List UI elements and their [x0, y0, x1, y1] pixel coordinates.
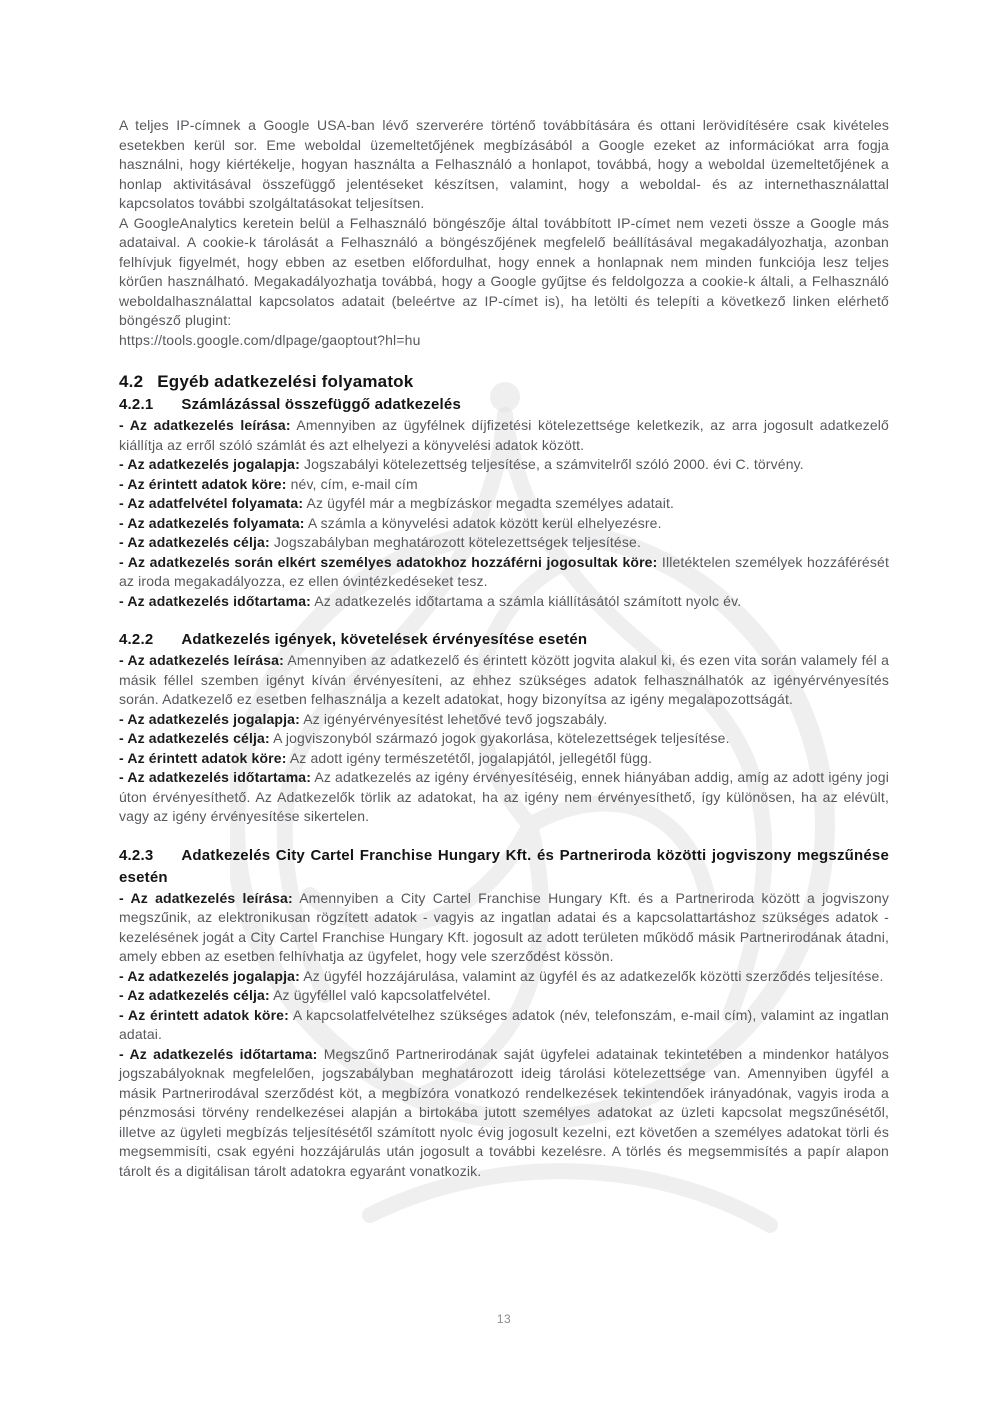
subsection-title: Adatkezelés igények, követelések érvényesítése esetén: [181, 631, 588, 648]
item-text: Az ügyféllel való kapcsolatfelvétel.: [273, 987, 491, 1003]
item-label: - Az adatkezelés jogalapja:: [119, 456, 300, 472]
item-label: - Az adatkezelés folyamata:: [119, 514, 305, 531]
item-label: - Az adatkezelés leírása:: [119, 889, 293, 906]
page-number: 13: [496, 1312, 512, 1326]
policy-item: [119, 514, 889, 534]
policy-item: [119, 710, 889, 730]
policy-item: [119, 889, 889, 967]
intro-paragraph-2: [119, 214, 889, 351]
item-label: - Az adatkezelés leírása:: [119, 652, 284, 668]
item-label: - Az adatkezelés jogalapja:: [119, 967, 300, 984]
policy-item: [119, 749, 889, 769]
section-number: 4.2: [119, 372, 144, 391]
policy-item: [119, 416, 889, 455]
item-text: Az adott igény természetétől, jogalapjától, jellegétől függ.: [289, 749, 653, 766]
item-label: - Az adatkezelés időtartama:: [119, 769, 312, 785]
intro-paragraph-1: A teljes IP-címnek a Google USA-ban lévő szerverére történő továbbítására és ottani lerövidítésére csak kivételes esetekben kerül sor. Eme weboldal üzemeltetőjének megbízásából a Google ezeket az információkat arra fogja használni, hogy kiértékelje, hogyan használta a Felhasználó a honlapot, továbbá, hogy a weboldal üzemeltetőjének a honlap aktivitásával összefüggő jelentéseket készítsen, valamint, hogy a weboldal- és az internethasználattal kapcsolatos további szolgáltatásokat teljesítsen.: [119, 117, 889, 211]
section-title: Egyéb adatkezelési folyamatok: [157, 372, 414, 391]
policy-item: [119, 475, 889, 495]
subsection-heading-4-2-3: [119, 845, 889, 889]
item-label: - Az adatkezelés célja:: [119, 987, 270, 1003]
policy-item: [119, 533, 889, 553]
item-text: Az ügyfél már a megbízáskor megadta személyes adatait.: [306, 495, 675, 511]
subsection-number: 4.2.3: [119, 846, 154, 864]
section-heading-4-2: [119, 370, 889, 394]
subsection-title: Adatkezelés City Cartel Franchise Hungary Kft. és Partneriroda közötti jogviszony megszűnése esetén: [119, 846, 889, 886]
subsection-heading-4-2-1: [119, 394, 889, 416]
gaoptout-link[interactable]: https://tools.google.com/dlpage/gaoptout?hl=hu: [119, 331, 421, 348]
subsection-heading-4-2-2: [119, 629, 889, 651]
policy-item: [119, 768, 889, 827]
policy-item: [119, 553, 889, 592]
policy-item: [119, 1045, 889, 1182]
item-text: Amennyiben az adatkezelő és érintett között jogvita alakul ki, és ezen vita során valamely fél a másik féllel szemben igényt kíván érvényesíteni, az ehhez szükséges adatok felhasználhatók az igényérvényesítés során. Adatkezelő ez esetben felhasználja a kezelt adatokat, hogy bizonyítsa az igény megalapozottságát.: [119, 652, 890, 707]
intro-paragraph-2-text: A GoogleAnalytics keretein belül a Felhasználó böngészője által továbbított IP-címet nem vezeti össze a Google más adataival. A cookie-k tárolását a Felhasználó a böngészőjének megfelelő beállításával megakadályozhatja, azonban felhívjuk figyelmét, hogy ebben az esetben előfordulhat, hogy ennek a honlapnak nem minden funkciója lesz teljes körűen használható. Megakadályozhatja továbbá, hogy a Google gyűjtse és feldolgozza a cookie-k általi, a Felhasználó weboldalhasználattal kapcsolatos adatait (beleértve az IP-címet is), ha letölti és telepíti a következő linken elérhető böngésző plugint:: [119, 214, 889, 328]
policy-item: [119, 455, 889, 475]
policy-item: [119, 494, 889, 514]
item-text: Jogszabályi kötelezettség teljesítése, a számvitelről szóló 2000. évi C. törvény.: [303, 456, 804, 472]
policy-item: [119, 967, 889, 987]
subsection-title: Számlázással összefüggő adatkezelés: [181, 396, 461, 413]
item-text: Amennyiben az ügyfélnek díjfizetési kötelezettsége keletkezik, az arra jogosult adatkezelő kiállítja az erről szóló számlát és azt elhelyezi a könyvelési adatok között.: [119, 417, 889, 453]
subsection-number: 4.2.2: [119, 631, 154, 648]
policy-item: [119, 729, 889, 749]
subsection-number: 4.2.1: [119, 396, 154, 413]
policy-item: [119, 986, 889, 1006]
item-label: - Az érintett adatok köre:: [119, 475, 287, 492]
item-text: A jogviszonyból származó jogok gyakorlása, kötelezettségek teljesítése.: [273, 730, 730, 746]
item-text: Megszűnő Partnerirodának saját ügyfelei adatainak tekintetében a mindenkor hatályos jogszabályoknak megfelelően, jogszabályban meghatározott ideig tárolási kötelezettsége van. Amennyiben ügyfél a másik Partnerirodával szerződést köt, a megbízóra vonatkozó rendelkezések tekintendőek irányadónak, vagyis iroda a pénzmosási törvény rendelkezései alapján a birtokába jutott személyes adatokat az üzleti kapcsolat megszűnésétől, illetve az ügyleti megbízás teljesítésétől számított nyolc évig jogosult kezelni, ezt követően a személyes adatokat törli és megsemmisíti, csak egyéni hozzájárulás után jogosult a további kezelésre. A törlés és megsemmisítés a papír alapon tárolt és a digitálisan tárolt adatokra egyaránt vonatkozik.: [119, 1045, 889, 1179]
item-label: - Az adatkezelés során elkért személyes adatokhoz hozzáférni jogosultak köre:: [119, 553, 658, 570]
policy-item: [119, 592, 889, 612]
item-text: név, cím, e-mail cím: [290, 475, 418, 492]
item-label: - Az adatfelvétel folyamata:: [119, 495, 304, 511]
item-text: Az adatkezelés időtartama a számla kiállításától számított nyolc év.: [314, 592, 742, 609]
item-text: Az adatkezelés az igény érvényesítéséig, ennek hiányában addig, amíg az adott igény jogi úton érvényesíthető. Az Adatkezelők törlik az adatokat, ha az igény nem érvényesíthető, így különösen, ha az elévült, vagy az igény érvényesítése sikertelen.: [119, 769, 889, 824]
item-text: A kapcsolatfelvételhez szükséges adatok (név, telefonszám, e-mail cím), valamint az ingatlan adatai.: [119, 1006, 889, 1042]
item-label: - Az adatkezelés célja:: [119, 534, 270, 550]
item-text: Amennyiben a City Cartel Franchise Hungary Kft. és a Partneriroda között a jogviszony megszűnik, az elektronikusan rögzített adatok - vagyis az ingatlan adatai és a kapcsolattartáshoz szükséges adatok - kezelésének jogát a City Cartel Franchise Hungary Kft. jogosult az adott területen működő másik Partnerirodának átadni, amely ebben az esetben felhívhatja az ügyfelet, hogy vele szerződést kössön.: [119, 889, 889, 964]
item-label: - Az adatkezelés célja:: [119, 730, 270, 746]
item-label: - Az érintett adatok köre:: [119, 1006, 289, 1023]
item-label: - Az adatkezelés jogalapja:: [119, 710, 300, 727]
item-label: - Az érintett adatok köre:: [119, 749, 287, 766]
item-text: Az ügyfél hozzájárulása, valamint az ügyfél és az adatkezelők közötti szerződés teljesítése.: [303, 967, 884, 984]
item-text: Jogszabályban meghatározott kötelezettségek teljesítése.: [273, 534, 641, 550]
item-text: Illetéktelen személyek hozzáférését az iroda megakadályozza, ez ellen óvintézkedéseket tesz.: [119, 553, 889, 589]
policy-item: [119, 1006, 889, 1045]
item-label: - Az adatkezelés leírása:: [119, 417, 291, 433]
item-label: - Az adatkezelés időtartama:: [119, 1045, 318, 1062]
page-content: [119, 116, 889, 1181]
item-label: - Az adatkezelés időtartama:: [119, 592, 311, 609]
policy-item: [119, 651, 889, 710]
item-text: A számla a könyvelési adatok között kerül elhelyezésre.: [307, 514, 662, 531]
item-text: Az igényérvényesítést lehetővé tevő jogszabály.: [303, 710, 608, 727]
